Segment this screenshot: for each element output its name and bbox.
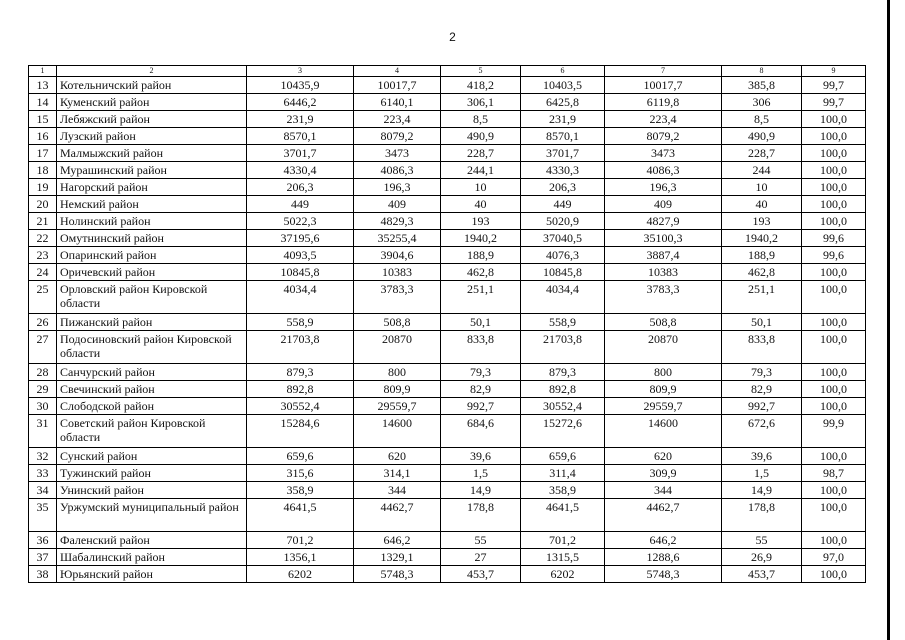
value-cell: 800 [605, 364, 722, 381]
value-cell: 4330,3 [521, 162, 605, 179]
value-cell: 449 [247, 196, 354, 213]
table-row [29, 482, 866, 499]
table-row [29, 364, 866, 381]
row-number-cell: 28 [29, 364, 57, 381]
value-cell: 8570,1 [247, 128, 354, 145]
value-cell: 5020,9 [521, 213, 605, 230]
table-row [29, 499, 866, 532]
district-name-cell: Малмыжский район [57, 145, 247, 162]
value-cell: 8,5 [441, 111, 521, 128]
value-cell: 40 [722, 196, 802, 213]
table-row [29, 549, 866, 566]
value-cell: 646,2 [605, 532, 722, 549]
value-cell: 29559,7 [605, 398, 722, 415]
value-cell: 20870 [605, 331, 722, 364]
value-cell: 97,0 [802, 549, 866, 566]
value-cell: 462,8 [722, 264, 802, 281]
value-cell: 10845,8 [247, 264, 354, 281]
value-cell: 100,0 [802, 381, 866, 398]
column-header: 7 [605, 66, 722, 77]
page-number: 2 [449, 30, 456, 44]
value-cell: 385,8 [722, 77, 802, 94]
value-cell: 5748,3 [605, 566, 722, 583]
value-cell: 344 [605, 482, 722, 499]
table-row [29, 381, 866, 398]
table-row [29, 415, 866, 448]
value-cell: 79,3 [441, 364, 521, 381]
value-cell: 3783,3 [605, 281, 722, 314]
value-cell: 6140,1 [354, 94, 441, 111]
value-cell: 672,6 [722, 415, 802, 448]
value-cell: 701,2 [521, 532, 605, 549]
value-cell: 231,9 [521, 111, 605, 128]
value-cell: 29559,7 [354, 398, 441, 415]
row-number-cell: 18 [29, 162, 57, 179]
value-cell: 4034,4 [521, 281, 605, 314]
value-cell: 5748,3 [354, 566, 441, 583]
row-number-cell: 32 [29, 448, 57, 465]
value-cell: 178,8 [722, 499, 802, 532]
value-cell: 3783,3 [354, 281, 441, 314]
row-number-cell: 15 [29, 111, 57, 128]
value-cell: 251,1 [722, 281, 802, 314]
value-cell: 4076,3 [521, 247, 605, 264]
table-row [29, 314, 866, 331]
district-name-cell: Нагорский район [57, 179, 247, 196]
table-row [29, 145, 866, 162]
district-name-cell: Шабалинский район [57, 549, 247, 566]
value-cell: 231,9 [247, 111, 354, 128]
row-number-cell: 20 [29, 196, 57, 213]
value-cell: 4093,5 [247, 247, 354, 264]
value-cell: 50,1 [441, 314, 521, 331]
value-cell: 4462,7 [605, 499, 722, 532]
value-cell: 14600 [605, 415, 722, 448]
row-number-cell: 17 [29, 145, 57, 162]
value-cell: 6119,8 [605, 94, 722, 111]
value-cell: 8,5 [722, 111, 802, 128]
value-cell: 251,1 [441, 281, 521, 314]
value-cell: 6425,8 [521, 94, 605, 111]
value-cell: 10017,7 [354, 77, 441, 94]
value-cell: 4827,9 [605, 213, 722, 230]
value-cell: 223,4 [605, 111, 722, 128]
column-header: 9 [802, 66, 866, 77]
value-cell: 309,9 [605, 465, 722, 482]
row-number-cell: 27 [29, 331, 57, 364]
district-name-cell: Пижанский район [57, 314, 247, 331]
value-cell: 8570,1 [521, 128, 605, 145]
value-cell: 55 [722, 532, 802, 549]
value-cell: 358,9 [247, 482, 354, 499]
value-cell: 879,3 [247, 364, 354, 381]
district-name-cell: Куменский район [57, 94, 247, 111]
value-cell: 314,1 [354, 465, 441, 482]
row-number-cell: 19 [29, 179, 57, 196]
value-cell: 358,9 [521, 482, 605, 499]
value-cell: 21703,8 [521, 331, 605, 364]
value-cell: 228,7 [441, 145, 521, 162]
value-cell: 10403,5 [521, 77, 605, 94]
district-name-cell: Санчурский район [57, 364, 247, 381]
value-cell: 306,1 [441, 94, 521, 111]
value-cell: 10 [722, 179, 802, 196]
value-cell: 14600 [354, 415, 441, 448]
value-cell: 35100,3 [605, 230, 722, 247]
value-cell: 6202 [521, 566, 605, 583]
value-cell: 5022,3 [247, 213, 354, 230]
district-name-cell: Оричевский район [57, 264, 247, 281]
value-cell: 1315,5 [521, 549, 605, 566]
value-cell: 39,6 [441, 448, 521, 465]
value-cell: 306 [722, 94, 802, 111]
value-cell: 15272,6 [521, 415, 605, 448]
value-cell: 10383 [354, 264, 441, 281]
value-cell: 453,7 [722, 566, 802, 583]
value-cell: 30552,4 [521, 398, 605, 415]
value-cell: 453,7 [441, 566, 521, 583]
table-row [29, 179, 866, 196]
row-number-cell: 16 [29, 128, 57, 145]
value-cell: 15284,6 [247, 415, 354, 448]
value-cell: 99,7 [802, 77, 866, 94]
table-row [29, 162, 866, 179]
value-cell: 100,0 [802, 111, 866, 128]
value-cell: 4641,5 [521, 499, 605, 532]
value-cell: 100,0 [802, 196, 866, 213]
district-name-cell: Немский район [57, 196, 247, 213]
value-cell: 39,6 [722, 448, 802, 465]
district-name-cell: Лузский район [57, 128, 247, 145]
district-name-cell: Уржумский муниципальный район [57, 499, 247, 532]
column-header: 4 [354, 66, 441, 77]
table-row [29, 94, 866, 111]
value-cell: 8079,2 [354, 128, 441, 145]
district-name-cell: Сунский район [57, 448, 247, 465]
value-cell: 1,5 [722, 465, 802, 482]
value-cell: 508,8 [605, 314, 722, 331]
value-cell: 449 [521, 196, 605, 213]
value-cell: 1288,6 [605, 549, 722, 566]
value-cell: 3701,7 [521, 145, 605, 162]
value-cell: 6446,2 [247, 94, 354, 111]
value-cell: 4641,5 [247, 499, 354, 532]
value-cell: 892,8 [521, 381, 605, 398]
row-number-cell: 33 [29, 465, 57, 482]
column-header: 5 [441, 66, 521, 77]
value-cell: 99,9 [802, 415, 866, 448]
row-number-cell: 21 [29, 213, 57, 230]
table-row [29, 465, 866, 482]
value-cell: 4034,4 [247, 281, 354, 314]
value-cell: 100,0 [802, 145, 866, 162]
value-cell: 701,2 [247, 532, 354, 549]
district-name-cell: Советский район Кировской области [57, 415, 247, 448]
table-row [29, 398, 866, 415]
value-cell: 196,3 [354, 179, 441, 196]
district-name-cell: Омутнинский район [57, 230, 247, 247]
value-cell: 99,6 [802, 230, 866, 247]
value-cell: 27 [441, 549, 521, 566]
value-cell: 206,3 [247, 179, 354, 196]
value-cell: 620 [354, 448, 441, 465]
row-number-cell: 34 [29, 482, 57, 499]
value-cell: 8079,2 [605, 128, 722, 145]
value-cell: 100,0 [802, 264, 866, 281]
value-cell: 833,8 [722, 331, 802, 364]
value-cell: 315,6 [247, 465, 354, 482]
value-cell: 193 [441, 213, 521, 230]
value-cell: 100,0 [802, 314, 866, 331]
value-cell: 418,2 [441, 77, 521, 94]
value-cell: 4086,3 [605, 162, 722, 179]
value-cell: 14,9 [441, 482, 521, 499]
value-cell: 1329,1 [354, 549, 441, 566]
value-cell: 206,3 [521, 179, 605, 196]
value-cell: 800 [354, 364, 441, 381]
value-cell: 809,9 [605, 381, 722, 398]
value-cell: 10435,9 [247, 77, 354, 94]
value-cell: 10 [441, 179, 521, 196]
value-cell: 244 [722, 162, 802, 179]
district-name-cell: Унинский район [57, 482, 247, 499]
value-cell: 10017,7 [605, 77, 722, 94]
value-cell: 1940,2 [722, 230, 802, 247]
value-cell: 100,0 [802, 499, 866, 532]
row-number-cell: 37 [29, 549, 57, 566]
value-cell: 659,6 [247, 448, 354, 465]
value-cell: 99,7 [802, 94, 866, 111]
value-cell: 558,9 [247, 314, 354, 331]
row-number-cell: 35 [29, 499, 57, 532]
page-edge-rule [887, 0, 890, 640]
value-cell: 228,7 [722, 145, 802, 162]
value-cell: 100,0 [802, 162, 866, 179]
value-cell: 6202 [247, 566, 354, 583]
value-cell: 684,6 [441, 415, 521, 448]
value-cell: 37040,5 [521, 230, 605, 247]
value-cell: 100,0 [802, 331, 866, 364]
value-cell: 20870 [354, 331, 441, 364]
district-name-cell: Свечинский район [57, 381, 247, 398]
value-cell: 82,9 [722, 381, 802, 398]
value-cell: 188,9 [441, 247, 521, 264]
table-row [29, 213, 866, 230]
table-row [29, 566, 866, 583]
value-cell: 992,7 [441, 398, 521, 415]
table-row [29, 532, 866, 549]
value-cell: 3887,4 [605, 247, 722, 264]
value-cell: 100,0 [802, 532, 866, 549]
value-cell: 659,6 [521, 448, 605, 465]
header-row [29, 66, 866, 77]
table-header [29, 66, 866, 77]
column-header: 3 [247, 66, 354, 77]
value-cell: 196,3 [605, 179, 722, 196]
value-cell: 558,9 [521, 314, 605, 331]
value-cell: 3904,6 [354, 247, 441, 264]
value-cell: 40 [441, 196, 521, 213]
value-cell: 82,9 [441, 381, 521, 398]
column-header: 8 [722, 66, 802, 77]
row-number-cell: 14 [29, 94, 57, 111]
table-body [29, 77, 866, 583]
value-cell: 14,9 [722, 482, 802, 499]
district-name-cell: Тужинский район [57, 465, 247, 482]
column-header: 6 [521, 66, 605, 77]
value-cell: 311,4 [521, 465, 605, 482]
district-name-cell: Фаленский район [57, 532, 247, 549]
row-number-cell: 24 [29, 264, 57, 281]
value-cell: 409 [354, 196, 441, 213]
value-cell: 4829,3 [354, 213, 441, 230]
value-cell: 193 [722, 213, 802, 230]
value-cell: 100,0 [802, 398, 866, 415]
value-cell: 100,0 [802, 281, 866, 314]
value-cell: 35255,4 [354, 230, 441, 247]
value-cell: 21703,8 [247, 331, 354, 364]
value-cell: 508,8 [354, 314, 441, 331]
value-cell: 100,0 [802, 448, 866, 465]
value-cell: 10845,8 [521, 264, 605, 281]
table-row [29, 128, 866, 145]
row-number-cell: 30 [29, 398, 57, 415]
value-cell: 879,3 [521, 364, 605, 381]
district-name-cell: Нолинский район [57, 213, 247, 230]
district-name-cell: Юрьянский район [57, 566, 247, 583]
value-cell: 490,9 [441, 128, 521, 145]
value-cell: 490,9 [722, 128, 802, 145]
value-cell: 100,0 [802, 128, 866, 145]
row-number-cell: 22 [29, 230, 57, 247]
value-cell: 409 [605, 196, 722, 213]
value-cell: 4330,4 [247, 162, 354, 179]
district-name-cell: Подосиновский район Кировской области [57, 331, 247, 364]
data-table [28, 65, 866, 583]
table-row [29, 247, 866, 264]
value-cell: 10383 [605, 264, 722, 281]
value-cell: 55 [441, 532, 521, 549]
value-cell: 1,5 [441, 465, 521, 482]
value-cell: 100,0 [802, 179, 866, 196]
value-cell: 462,8 [441, 264, 521, 281]
table-row [29, 264, 866, 281]
table-row [29, 196, 866, 213]
value-cell: 244,1 [441, 162, 521, 179]
value-cell: 3473 [354, 145, 441, 162]
value-cell: 1356,1 [247, 549, 354, 566]
value-cell: 79,3 [722, 364, 802, 381]
row-number-cell: 36 [29, 532, 57, 549]
value-cell: 37195,6 [247, 230, 354, 247]
district-name-cell: Лебяжский район [57, 111, 247, 128]
column-header: 2 [57, 66, 247, 77]
value-cell: 30552,4 [247, 398, 354, 415]
value-cell: 4086,3 [354, 162, 441, 179]
value-cell: 100,0 [802, 364, 866, 381]
value-cell: 892,8 [247, 381, 354, 398]
value-cell: 3473 [605, 145, 722, 162]
district-name-cell: Слободской район [57, 398, 247, 415]
value-cell: 3701,7 [247, 145, 354, 162]
column-header: 1 [29, 66, 57, 77]
value-cell: 100,0 [802, 566, 866, 583]
value-cell: 188,9 [722, 247, 802, 264]
row-number-cell: 23 [29, 247, 57, 264]
table-row [29, 281, 866, 314]
table-row [29, 77, 866, 94]
value-cell: 992,7 [722, 398, 802, 415]
district-name-cell: Опаринский район [57, 247, 247, 264]
value-cell: 99,6 [802, 247, 866, 264]
row-number-cell: 13 [29, 77, 57, 94]
value-cell: 100,0 [802, 482, 866, 499]
value-cell: 809,9 [354, 381, 441, 398]
row-number-cell: 25 [29, 281, 57, 314]
row-number-cell: 38 [29, 566, 57, 583]
value-cell: 50,1 [722, 314, 802, 331]
value-cell: 344 [354, 482, 441, 499]
table-row [29, 111, 866, 128]
value-cell: 98,7 [802, 465, 866, 482]
row-number-cell: 26 [29, 314, 57, 331]
district-name-cell: Мурашинский район [57, 162, 247, 179]
district-name-cell: Котельничский район [57, 77, 247, 94]
table-row [29, 331, 866, 364]
value-cell: 1940,2 [441, 230, 521, 247]
value-cell: 620 [605, 448, 722, 465]
value-cell: 833,8 [441, 331, 521, 364]
row-number-cell: 31 [29, 415, 57, 448]
district-name-cell: Орловский район Кировской области [57, 281, 247, 314]
value-cell: 100,0 [802, 213, 866, 230]
value-cell: 26,9 [722, 549, 802, 566]
value-cell: 646,2 [354, 532, 441, 549]
table-row [29, 448, 866, 465]
value-cell: 178,8 [441, 499, 521, 532]
value-cell: 223,4 [354, 111, 441, 128]
table-row [29, 230, 866, 247]
row-number-cell: 29 [29, 381, 57, 398]
value-cell: 4462,7 [354, 499, 441, 532]
